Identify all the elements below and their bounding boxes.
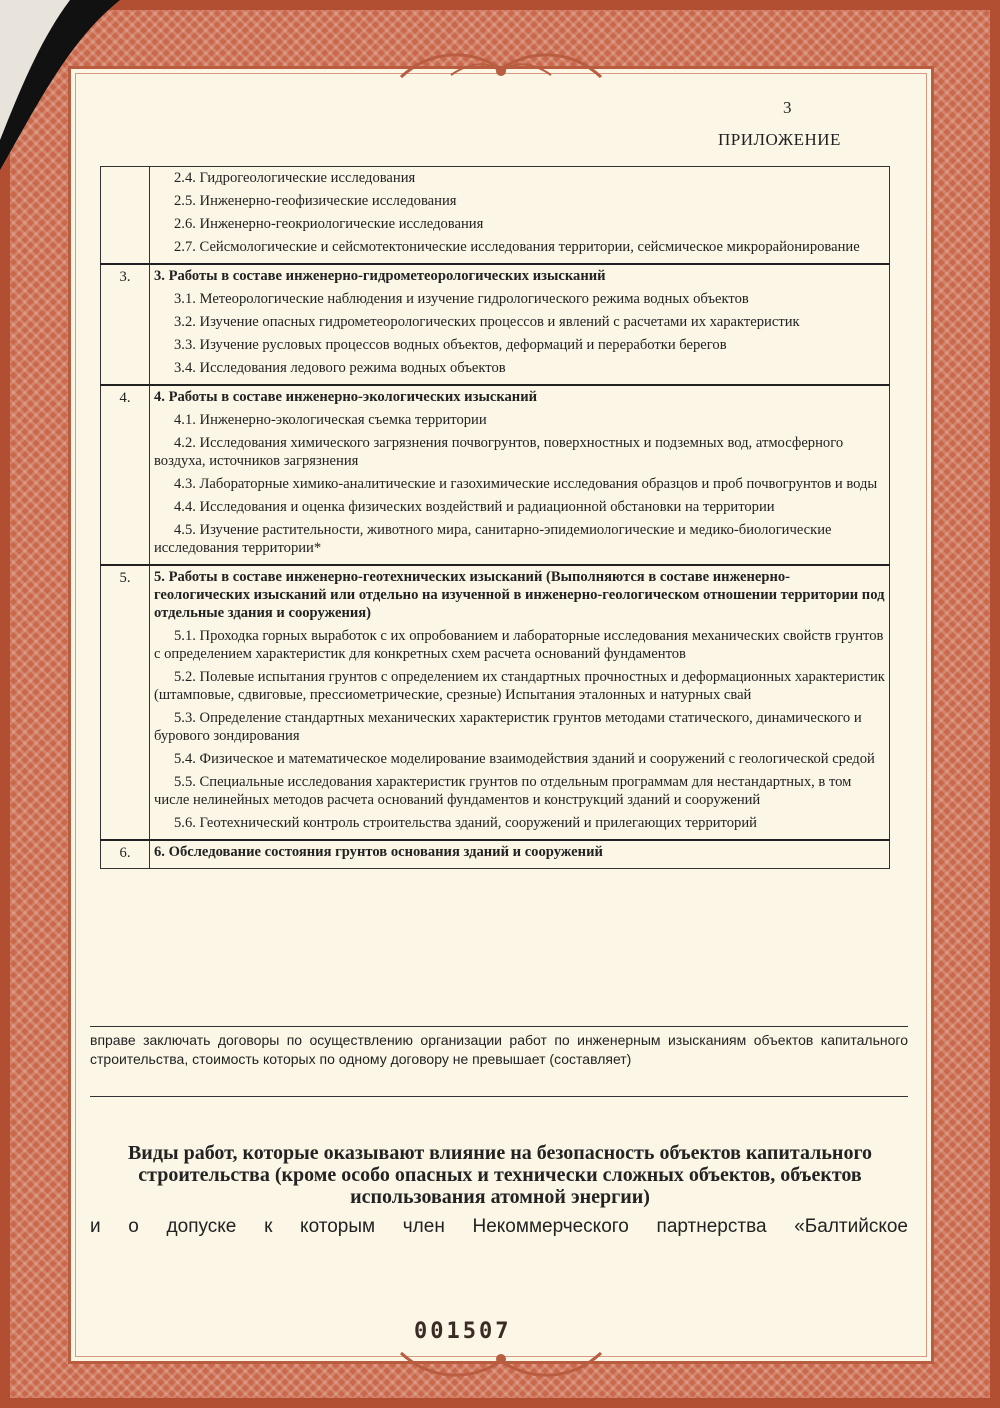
divider	[90, 1096, 908, 1097]
work-item: 2.5. Инженерно-геофизические исследования	[174, 193, 457, 209]
bottom-ornament-icon	[391, 1347, 611, 1381]
work-item: 3.3. Изучение русловых процессов водных объектов, деформаций и переработки берегов	[174, 337, 727, 353]
work-item: 5.1. Проходка горных выработок с их опробованием и лабораторные исследования механических свойств грунтов с определением характеристик для конкретных схем расчета оснований фундаментов	[154, 628, 884, 662]
row-content	[150, 840, 890, 869]
row-content	[150, 264, 890, 385]
work-item: 5.6. Геотехнический контроль строительства зданий, сооружений и прилегающих территорий	[174, 815, 757, 831]
work-item: 2.6. Инженерно-геокриологические исследования	[174, 216, 484, 232]
row-number: 5.	[101, 565, 150, 840]
contract-clause: вправе заключать договоры по осуществлению организации работ по инженерным изысканиям объектов капитального строительства, стоимость которых по одному договору не превышает (составляет)	[90, 1032, 908, 1067]
work-item: 4.5. Изучение растительности, животного мира, санитарно-эпидемиологические и медико-биологические исследования территории*	[154, 522, 832, 556]
work-item: 5.2. Полевые испытания грунтов с определением их стандартных прочностных и деформационных характеристик (штамповые, сдвиговые, прессиометрические, срезные) Испытания эталонных и натурных свай	[154, 669, 885, 703]
work-item: 3.1. Метеорологические наблюдения и изучение гидрологического режима водных объектов	[174, 291, 749, 307]
row-content	[150, 565, 890, 840]
row-number: 6.	[101, 840, 150, 869]
top-ornament-icon	[391, 49, 611, 83]
work-item: 4.3. Лабораторные химико-аналитические и газохимические исследования образцов и проб почвогрунтов и воды	[174, 476, 878, 492]
table-row	[101, 167, 890, 265]
works-table	[100, 166, 890, 869]
table-row	[101, 840, 890, 869]
serial-number: 001507	[414, 1319, 512, 1344]
row-number: 4.	[101, 385, 150, 565]
section-heading: 6. Обследование состояния грунтов основания зданий и сооружений	[154, 844, 603, 860]
work-item: 2.4. Гидрогеологические исследования	[174, 170, 416, 186]
divider	[90, 1026, 908, 1027]
work-item: 5.4. Физическое и математическое моделирование взаимодействия зданий и сооружений с геологической средой	[174, 751, 875, 767]
section-heading: 3. Работы в составе инженерно-гидрометеорологических изысканий	[154, 268, 606, 284]
safety-heading: Виды работ, которые оказывают влияние на безопасность объектов капитального строительства (кроме особо опасных и технически сложных объектов, объектов использования атомной энергии)	[127, 1142, 873, 1208]
table-row	[101, 264, 890, 385]
row-number	[101, 167, 150, 265]
table-row	[101, 565, 890, 840]
admission-line: и о допуске к которым член Некоммерческого партнерства «Балтийское	[90, 1216, 908, 1237]
work-item: 5.3. Определение стандартных механических характеристик грунтов методами статического, динамического и бурового зондирования	[154, 710, 862, 744]
row-content	[150, 167, 890, 265]
row-number: 3.	[101, 264, 150, 385]
appendix-label: ПРИЛОЖЕНИЕ	[718, 130, 841, 149]
section-heading: 4. Работы в составе инженерно-экологических изысканий	[154, 389, 538, 405]
work-item: 4.2. Исследования химического загрязнения почвогрунтов, поверхностных и подземных вод, атмосферного воздуха, источников загрязнения	[154, 435, 844, 469]
page-number: 3	[783, 98, 792, 117]
page-curl-icon	[0, 0, 120, 170]
work-item: 5.5. Специальные исследования характеристик грунтов по отдельным программам для нестандартных, в том числе нелинейных методов расчета оснований фундаментов и конструкций зданий и сооружений	[154, 774, 852, 808]
work-item: 2.7. Сейсмологические и сейсмотектонические исследования территории, сейсмическое микрорайонирование	[174, 239, 860, 255]
work-item: 3.4. Исследования ледового режима водных объектов	[174, 360, 506, 376]
section-heading: 5. Работы в составе инженерно-геотехнических изысканий (Выполняются в составе инженерно-геологических изысканий или отдельно на изученной в инженерно-геологическом отношении территории под отдельные здания и сооружения)	[154, 569, 885, 621]
row-content	[150, 385, 890, 565]
work-item: 3.2. Изучение опасных гидрометеорологических процессов и явлений с расчетами их характеристик	[174, 314, 800, 330]
work-item: 4.4. Исследования и оценка физических воздействий и радиационной обстановки на территории	[174, 499, 775, 515]
table-row	[101, 385, 890, 565]
work-item: 4.1. Инженерно-экологическая съемка территории	[174, 412, 487, 428]
